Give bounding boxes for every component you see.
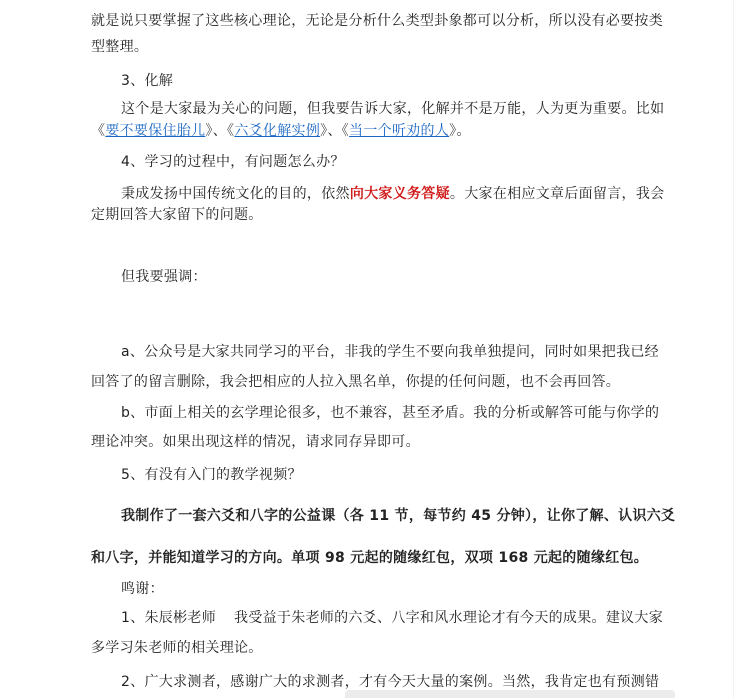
page-edge [733,0,734,698]
section-heading: 5、有没有入门的教学视频？ [121,467,302,483]
bracket-text: 》、《 [205,123,235,139]
paragraph-line: 理论冲突。如果出现这样的情况，请求同存异即可。 [91,434,420,450]
paragraph-line: 2、广大求测者，感谢广大的求测者，才有今天大量的案例。当然，我肯定也有预测错 [121,674,660,690]
article-link-baby[interactable]: 要不要保住胎儿 [105,123,206,139]
bracket-text: 》。 [449,123,471,139]
section-heading: 4、学习的过程中，有问题怎么办？ [121,154,345,170]
article-link-liuyao-examples[interactable]: 六爻化解实例 [234,123,321,139]
paragraph-line [121,608,663,628]
section-heading: 鸣谢： [121,581,164,597]
related-links-line [91,121,471,141]
bracket-text: 》、《 [320,123,350,139]
paragraph-line: 和八字，并能知道学习的方向。单项 98 元起的随缘红包，双项 168 元起的随缘红包。 [91,550,649,566]
paragraph-text: 我受益于朱老师的六爻、八字和风水理论才有今天的成果。建议大家 [234,610,664,626]
paragraph-line: 回答了的留言删除，我会把相应的人拉入黑名单，你提的任何问题，也不会再回答。 [91,374,621,390]
thanks-name: 1、朱辰彬老师 [121,610,217,626]
paragraph-line: b、市面上相关的玄学理论很多，也不兼容，甚至矛盾。我的分析或解答可能与你学的 [121,405,660,421]
paragraph-line [121,184,664,204]
bracket-text: 《 [91,123,106,139]
paragraph-line: a、公众号是大家共同学习的平台，非我的学生不要向我单独提问，同时如果把我已经 [121,344,659,360]
paragraph-line: 型整理。 [91,39,149,55]
paragraph-line: 这个是大家最为关心的问题，但我要告诉大家，化解并不是万能，人为更为重要。比如 [121,101,665,117]
paragraph-line: 定期回答大家留下的问题。 [91,207,263,223]
highlighted-text: 向大家义务答疑 [349,186,450,202]
bottom-toolbar-edge [345,690,675,698]
paragraph-line: 就是说只要掌握了这些核心理论，无论是分析什么类型卦象都可以分析，所以没有必要按类 [91,13,663,29]
article-link-listener[interactable]: 当一个听劝的人 [349,123,450,139]
emphasis-line: 但我要强调： [121,269,207,285]
paragraph-line: 多学习朱老师的相关理论。 [91,640,263,656]
section-heading: 3、化解 [121,73,174,89]
paragraph-text: 秉成发扬中国传统文化的目的，依然 [121,186,350,202]
paragraph-line: 我制作了一套六爻和八字的公益课（各 11 节，每节约 45 分钟），让你了解、认识六爻 [121,508,676,524]
paragraph-text: 。大家在相应文章后面留言，我会 [449,186,665,202]
